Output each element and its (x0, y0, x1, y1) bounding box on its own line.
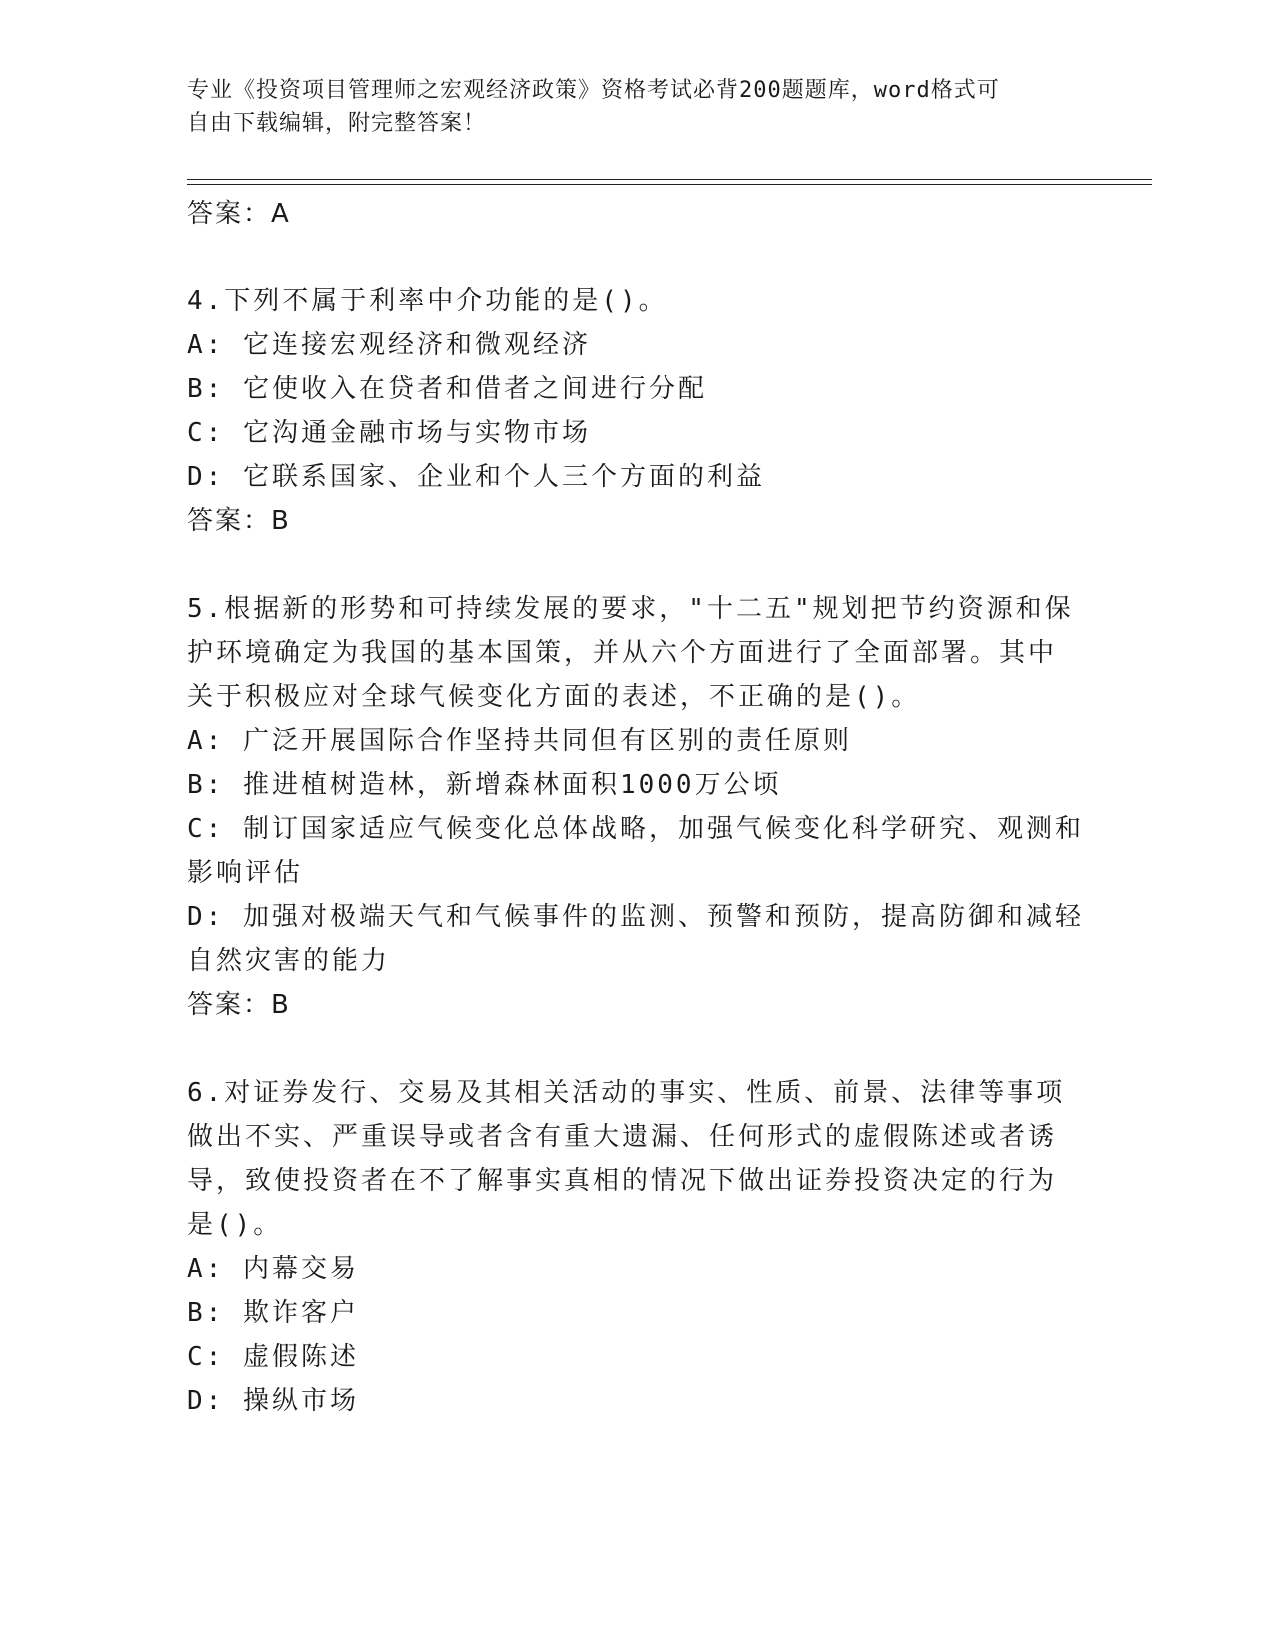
q5-option-b: B: 推进植树造林，新增森林面积1000万公顷 (187, 770, 782, 800)
q6-stem-line-2: 做出不实、严重误导或者含有重大遗漏、任何形式的虚假陈述或者诱 (187, 1122, 1058, 1152)
header-line-2: 自由下载编辑，附完整答案！ (187, 111, 487, 136)
q6-stem-line-3: 导，致使投资者在不了解事实真相的情况下做出证券投资决定的行为 (187, 1166, 1058, 1196)
q6-stem-line-1: 6.对证券发行、交易及其相关活动的事实、性质、前景、法律等事项 (187, 1078, 1066, 1108)
q5-stem-line-1: 5.根据新的形势和可持续发展的要求，"十二五"规划把节约资源和保 (187, 594, 1074, 624)
q5-option-c-cont: 影响评估 (187, 858, 304, 888)
header-divider-top (187, 179, 1152, 180)
q4-stem: 4.下列不属于利率中介功能的是()。 (187, 286, 668, 316)
q6-option-d: D: 操纵市场 (187, 1386, 359, 1416)
q4-option-a: A: 它连接宏观经济和微观经济 (187, 330, 591, 360)
q4-option-c: C: 它沟通金融市场与实物市场 (187, 418, 591, 448)
q4-option-d: D: 它联系国家、企业和个人三个方面的利益 (187, 462, 765, 492)
q5-option-c: C: 制订国家适应气候变化总体战略，加强气候变化科学研究、观测和 (187, 814, 1084, 844)
document-header (187, 74, 1067, 140)
q5-option-d: D: 加强对极端天气和气候事件的监测、预警和预防，提高防御和减轻 (187, 902, 1084, 932)
q6-option-a: A: 内幕交易 (187, 1254, 359, 1284)
header-divider-bottom (187, 184, 1152, 185)
q6-option-c: C: 虚假陈述 (187, 1342, 359, 1372)
q6-stem-line-4: 是()。 (187, 1210, 283, 1240)
q5-stem-line-3: 关于积极应对全球气候变化方面的表述，不正确的是()。 (187, 682, 921, 712)
header-line-1: 专业《投资项目管理师之宏观经济政策》资格考试必背200题题库，word格式可 (187, 78, 1000, 103)
previous-answer: 答案：A (187, 199, 291, 229)
q4-answer: 答案：B (187, 506, 291, 536)
q5-answer: 答案：B (187, 990, 291, 1020)
q5-option-d-cont: 自然灾害的能力 (187, 946, 391, 976)
q5-stem-line-2: 护环境确定为我国的基本国策，并从六个方面进行了全面部署。其中 (187, 638, 1058, 668)
q6-option-b: B: 欺诈客户 (187, 1298, 359, 1328)
q4-option-b: B: 它使收入在贷者和借者之间进行分配 (187, 374, 707, 404)
q5-option-a: A: 广泛开展国际合作坚持共同但有区别的责任原则 (187, 726, 852, 756)
